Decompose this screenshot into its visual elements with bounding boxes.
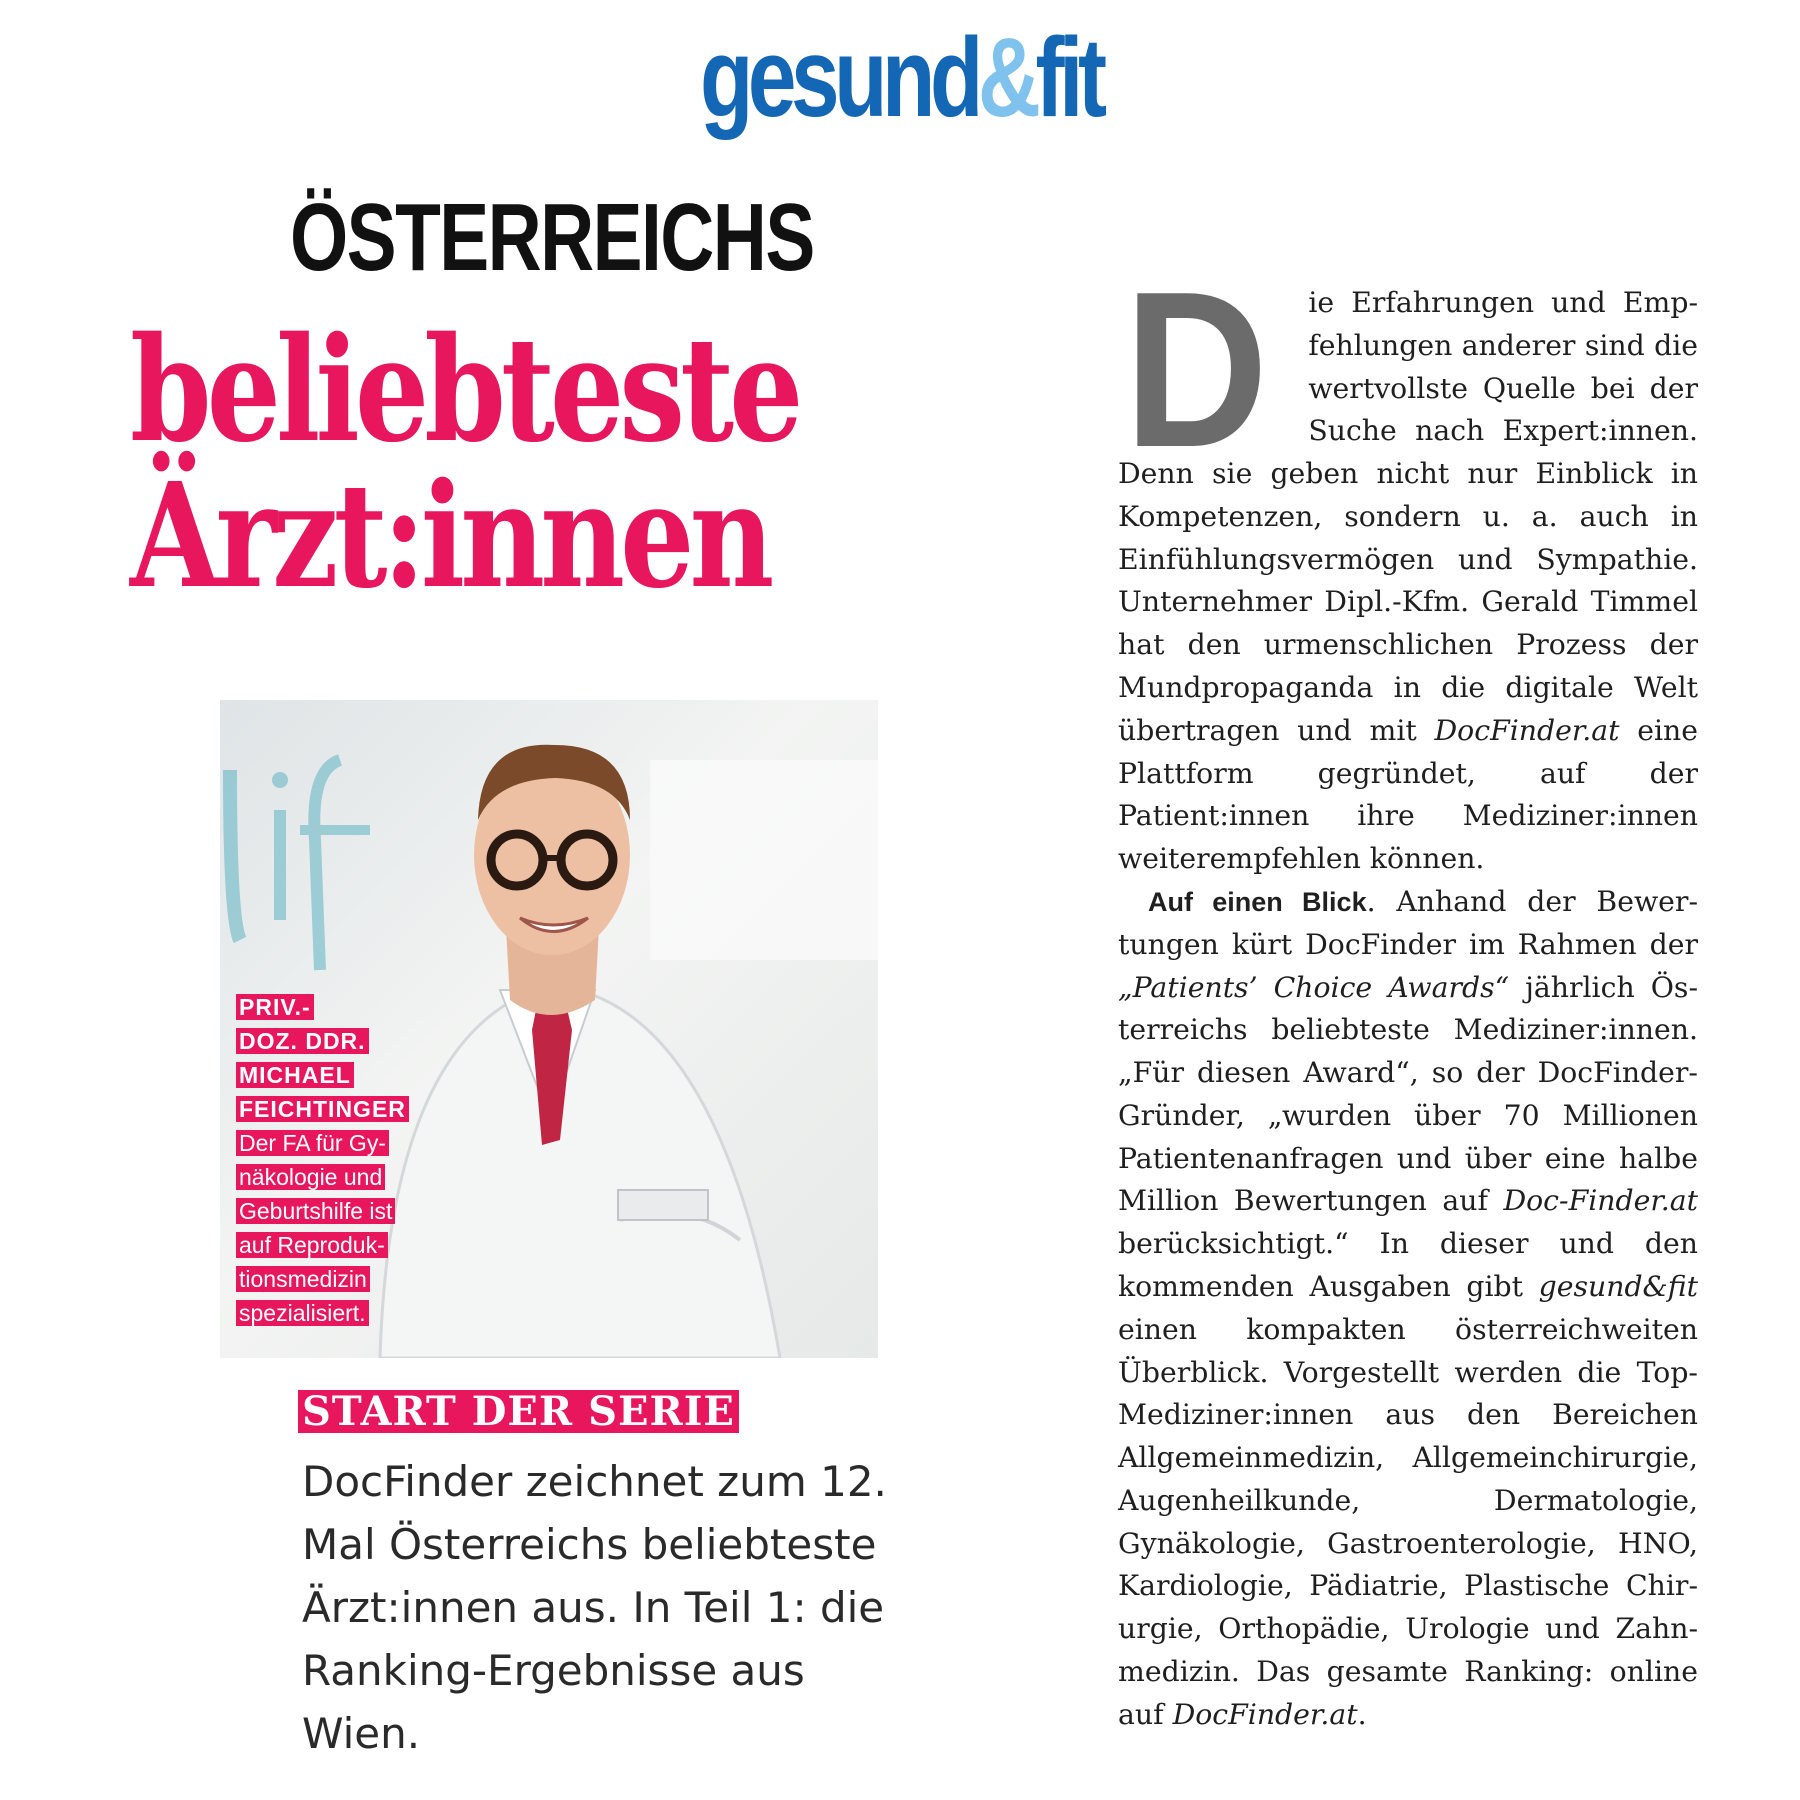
caption-name-line: DOZ. DDR. bbox=[236, 1028, 369, 1054]
caption-name-line: PRIV.- bbox=[236, 994, 314, 1020]
docfinder-reference: Doc-Finder.at bbox=[1503, 1184, 1698, 1218]
caption-name-line: MICHAEL bbox=[236, 1062, 354, 1088]
headline bbox=[130, 305, 799, 620]
paragraph-2-text: berücksichtigt.“ In dieser und den kommenden Ausgaben gibt bbox=[1118, 1227, 1698, 1303]
headline-line-1: beliebteste bbox=[130, 305, 799, 474]
paragraph-2-text: einen kompakten österreichweiten Überblick. Vorgestellt werden die Top-Mediziner:innen aus den Bereichen Allgemeinmedizin, Allgemeinchirurgie, Augenheilkunde, Dermatologie, Gynäkologie, Gastroenterologie, HNO, Kardiologie, Pädiatrie, Plastische Chirurgie, Orthopädie, Urologie und Zahnmedizin. Das gesamte Ranking: online auf bbox=[1118, 1312, 1698, 1731]
drop-cap: D bbox=[1124, 246, 1269, 494]
logo-ampersand: & bbox=[977, 15, 1036, 140]
paragraph-1 bbox=[1118, 246, 1699, 881]
lead-in: Auf einen Blick bbox=[1148, 886, 1367, 917]
caption-name-line: FEICHTINGER bbox=[236, 1096, 409, 1122]
caption-text-line: spezialisiert. bbox=[236, 1300, 369, 1326]
caption-text-line: auf Reproduk- bbox=[236, 1232, 388, 1258]
paragraph-1-text: ie Erfahrungen und Empfehlungen anderer sind die wertvollste Quelle bei der Suche nach Expert:innen. Denn sie geben nicht nur Einblick in Kompetenzen, sondern u. a. auch in Einfühlungsvermögen und Sympathie. Unternehmer Dipl.-Kfm. Gerald Timmel hat den urmenschlichen Prozess der Mundpropaganda in die digitale Welt übertragen und mit bbox=[1118, 286, 1698, 747]
paragraph-2-text: . Anhand der Bewertungen kürt DocFinder im Rahmen der bbox=[1118, 884, 1698, 961]
magazine-reference: gesund&fit bbox=[1538, 1269, 1698, 1303]
paragraph-1-text: eine Plattform gegründet, auf der Patient:innen ihre Mediziner:innen weiterempfehlen können. bbox=[1118, 713, 1699, 876]
photo-caption bbox=[236, 990, 446, 1330]
caption-text-line: Geburtshilfe ist bbox=[236, 1198, 395, 1224]
paragraph-2 bbox=[1118, 881, 1698, 1737]
logo-word-fit: fit bbox=[1035, 15, 1102, 140]
award-name: „Patients’ Choice Awards“ bbox=[1118, 970, 1510, 1004]
article-body bbox=[1118, 246, 1699, 1737]
headline-kicker: ÖSTERREICHS bbox=[290, 184, 814, 291]
paragraph-2-text: jährlich Österreichs beliebteste Mediziner:innen. „Für diesen Award“, so der DocFinder-Gründer, „wurden über 70 Millionen Patientenanfragen und über eine halbe Million Bewertungen auf bbox=[1118, 970, 1698, 1218]
logo-word-gesund: gesund bbox=[700, 15, 978, 140]
caption-text-line: näkologie und bbox=[236, 1164, 385, 1190]
headline-line-2: Ärzt:innen bbox=[130, 451, 770, 620]
masthead-logo bbox=[700, 15, 1102, 140]
series-label: START DER SERIE bbox=[298, 1390, 739, 1433]
paragraph-2-text: . bbox=[1357, 1697, 1367, 1731]
caption-text-line: Der FA für Gy- bbox=[236, 1130, 389, 1156]
docfinder-reference: DocFinder.at bbox=[1434, 713, 1620, 747]
docfinder-reference: DocFinder.at bbox=[1172, 1697, 1358, 1731]
series-intro: DocFinder zeichnet zum 12. Mal Österreichs beliebteste Ärzt:innen aus. In Teil 1: die Ranking-Ergebnisse aus Wien. bbox=[302, 1457, 887, 1758]
caption-text-line: tionsmedizin bbox=[236, 1266, 370, 1292]
